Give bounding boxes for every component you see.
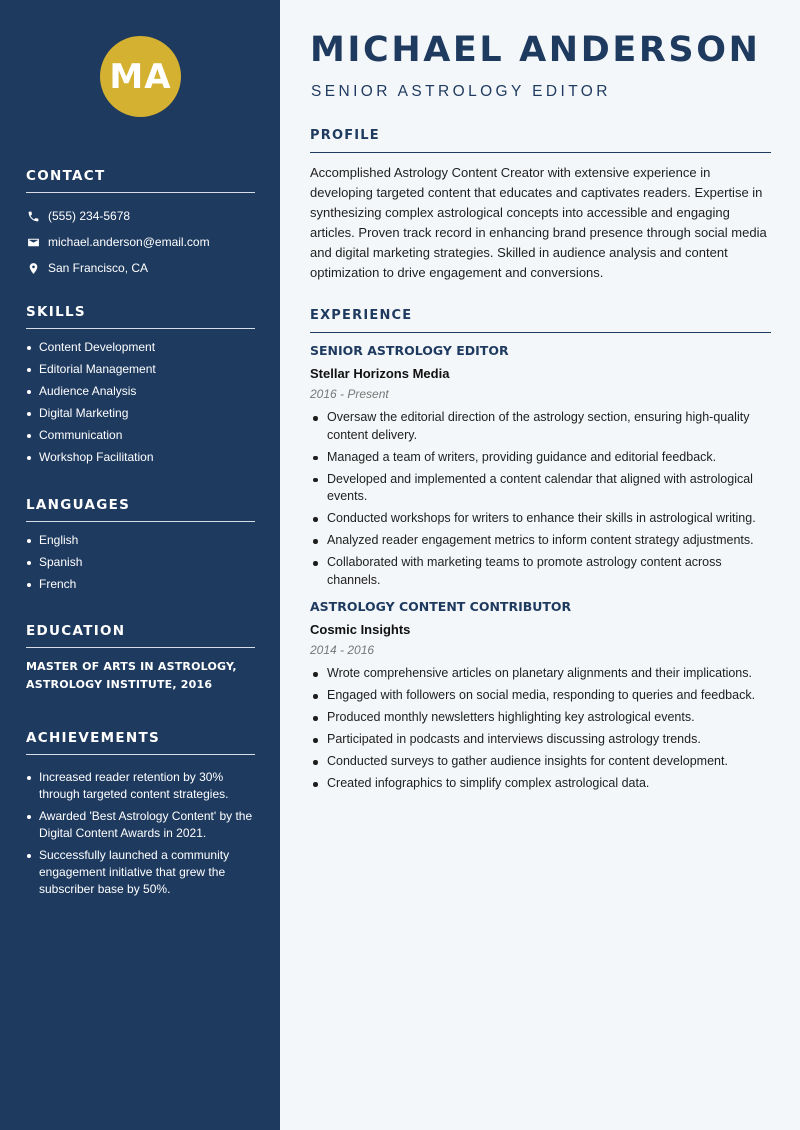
job-bullets <box>310 409 771 589</box>
list-item: English <box>26 532 255 549</box>
list-item: Managed a team of writers, providing guidance and editorial feedback. <box>310 449 771 467</box>
list-item: Successfully launched a community engagement initiative that grew the subscriber base by 50%. <box>26 847 255 898</box>
person-name: MICHAEL ANDERSON <box>310 30 761 70</box>
languages-section <box>26 497 255 598</box>
experience-section <box>310 308 771 797</box>
mail-icon <box>26 235 40 249</box>
list-item: Editorial Management <box>26 361 255 378</box>
achievements-section <box>26 730 255 903</box>
job-dates: 2014 - 2016 <box>310 643 375 657</box>
list-item: Conducted surveys to gather audience insights for content development. <box>310 753 771 771</box>
skills-section <box>26 304 255 471</box>
list-item: Collaborated with marketing teams to promote astrology content across channels. <box>310 554 771 589</box>
profile-section <box>310 128 771 283</box>
sidebar <box>0 0 280 1130</box>
contact-email <box>26 229 255 255</box>
experience-heading: EXPERIENCE <box>310 308 771 333</box>
skills-heading: SKILLS <box>26 304 255 329</box>
list-item: Analyzed reader engagement metrics to inform content strategy adjustments. <box>310 532 771 550</box>
profile-heading: PROFILE <box>310 128 771 153</box>
list-item: Awarded 'Best Astrology Content' by the Digital Content Awards in 2021. <box>26 808 255 842</box>
phone-icon <box>26 209 40 223</box>
languages-list <box>26 532 255 593</box>
list-item: Participated in podcasts and interviews discussing astrology trends. <box>310 731 771 749</box>
main-content <box>280 0 800 1130</box>
avatar: MA <box>100 36 181 117</box>
job-title: SENIOR ASTROLOGY EDITOR <box>310 343 509 358</box>
contact-heading: CONTACT <box>26 168 255 193</box>
phone-text: (555) 234-5678 <box>48 209 131 223</box>
list-item: Developed and implemented a content calendar that aligned with astrological events. <box>310 471 771 506</box>
list-item: French <box>26 576 255 593</box>
education-heading: EDUCATION <box>26 623 255 648</box>
list-item: Audience Analysis <box>26 383 255 400</box>
achievements-list <box>26 769 255 898</box>
location-pin-icon <box>26 261 40 275</box>
job-company: Cosmic Insights <box>310 622 411 637</box>
list-item: Conducted workshops for writers to enhance their skills in astrological writing. <box>310 510 771 528</box>
list-item: Communication <box>26 427 255 444</box>
list-item: Oversaw the editorial direction of the astrology section, ensuring high-quality content delivery. <box>310 409 771 444</box>
list-item: Created infographics to simplify complex astrological data. <box>310 775 771 793</box>
person-role: SENIOR ASTROLOGY EDITOR <box>311 83 611 100</box>
profile-text: Accomplished Astrology Content Creator with extensive experience in developing targeted content that educates and captivates readers. Expertise in synthesizing complex astrological concepts into accessible and engaging articles. Proven track record in enhancing brand presence through social media and digital marketing strategies. Skilled in audience analysis and content optimization to drive engagement and conversions. <box>310 165 767 280</box>
location-text: San Francisco, CA <box>48 261 149 275</box>
job-entry <box>310 343 771 589</box>
job-dates: 2016 - Present <box>310 387 389 401</box>
achievements-heading: ACHIEVEMENTS <box>26 730 255 755</box>
contact-section <box>26 168 255 281</box>
list-item: Content Development <box>26 339 255 356</box>
job-entry <box>310 599 771 793</box>
list-item: Increased reader retention by 30% through targeted content strategies. <box>26 769 255 803</box>
list-item: Wrote comprehensive articles on planetary alignments and their implications. <box>310 665 771 683</box>
contact-location <box>26 255 255 281</box>
job-title: ASTROLOGY CONTENT CONTRIBUTOR <box>310 599 572 614</box>
education-section <box>26 623 255 694</box>
contact-phone <box>26 203 255 229</box>
list-item: Spanish <box>26 554 255 571</box>
email-text: michael.anderson@email.com <box>48 235 210 249</box>
skills-list <box>26 339 255 466</box>
job-bullets <box>310 665 771 793</box>
list-item: Workshop Facilitation <box>26 449 255 466</box>
list-item: Digital Marketing <box>26 405 255 422</box>
list-item: Engaged with followers on social media, responding to queries and feedback. <box>310 687 771 705</box>
languages-heading: LANGUAGES <box>26 497 255 522</box>
list-item: Produced monthly newsletters highlighting key astrological events. <box>310 709 771 727</box>
education-entry: MASTER OF ARTS IN ASTROLOGY, ASTROLOGY INSTITUTE, 2016 <box>26 660 237 691</box>
job-company: Stellar Horizons Media <box>310 366 450 381</box>
